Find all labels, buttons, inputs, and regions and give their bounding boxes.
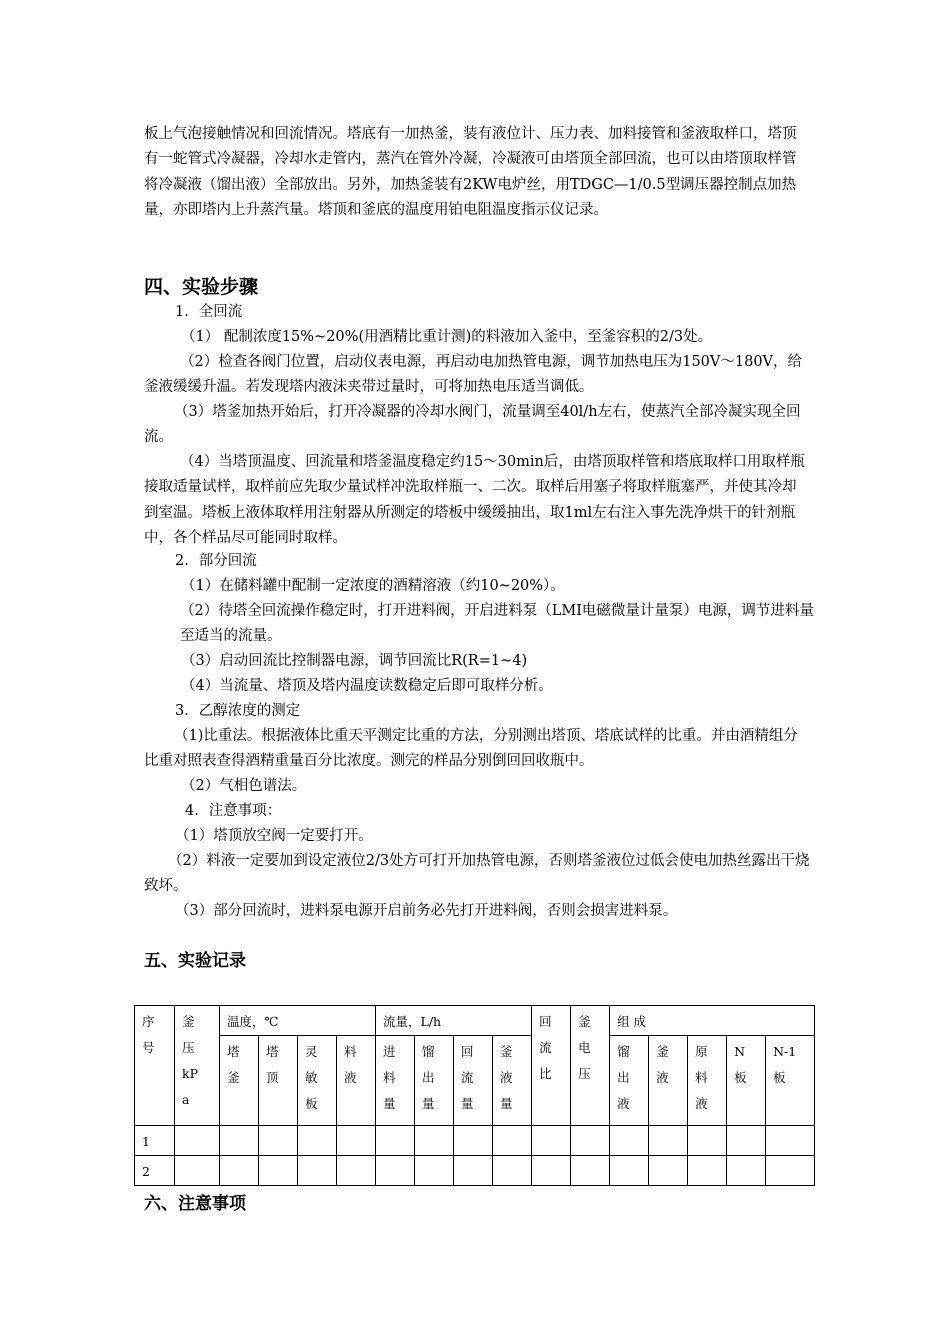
- intro-paragraph: 板上气泡接触情况和回流情况。塔底有一加热釜，装有液位计、压力表、加料接管和釜液取样口，塔顶有一蛇管式冷凝器，冷却水走管内，蒸汽在管外冷凝，冷凝液可由塔顶全部回流，也可以由塔顶取样管将冷凝液（馏出液）全部放出。另外，加热釜装有2KW电炉丝，用TDGC—1/0.5型调压器控制点加热量，亦即塔内上升蒸汽量。塔顶和釜底的温度用铂电阻温度指示仪记录。: [144, 126, 797, 219]
- subheader-cell: [727, 1036, 766, 1126]
- subheader-label: 塔顶: [266, 1044, 279, 1085]
- header-pressure: [175, 1006, 220, 1126]
- step4-item3: （3）部分回流时，进料泵电源开启前务必先打开进料阀，否则会损害进料泵。: [175, 903, 678, 919]
- subheader-cell: [649, 1036, 688, 1126]
- subheader-label: 釜液: [656, 1044, 669, 1085]
- header-reflux-ratio: [532, 1006, 571, 1126]
- subheader-cell: [298, 1036, 337, 1126]
- header-voltage: [571, 1006, 610, 1126]
- step2-item4: （4）当流量、塔顶及塔内温度读数稳定后即可取样分析。: [181, 678, 553, 694]
- subheader-cell: [688, 1036, 727, 1126]
- header-voltage-label: 釜电压: [578, 1014, 591, 1081]
- step2-title: 2．部分回流: [175, 553, 257, 569]
- step1-item2: （2）检查各阀门位置，启动仪表电源，再启动电加热管电源，调节加热电压为150V～180V，给釜液缓缓升温。若发现塔内液沫夹带过量时，可将加热电压适当调低。: [144, 354, 803, 396]
- header-composition: 组 成: [610, 1006, 815, 1036]
- step1-item4: （4）当塔顶温度、回流量和塔釜温度稳定约15～30min后，由塔顶取样管和塔底取样口用取样瓶接取适量试样，取样前应先取少量试样冲洗取样瓶一、二次。取样后用塞子将取样瓶塞严，并使其冷却到室温。塔板上液体取样用注射器从所测定的塔板中缓缓抽出，取1ml左右注入事先洗净烘干的针剂瓶中，各个样品尽可能同时取样。: [144, 454, 805, 547]
- header-pressure-label: 釜压kPa: [182, 1014, 198, 1107]
- table-header-row: [135, 1006, 815, 1036]
- step1-item1: （1） 配制浓度15%~20%(用酒精比重计测)的料液加入釜中，至釜容积的2/3处。: [181, 329, 713, 345]
- subheader-cell: [220, 1036, 259, 1126]
- subheader-cell: [376, 1036, 415, 1126]
- subheader-label: 原料液: [695, 1044, 708, 1111]
- subheader-cell: [259, 1036, 298, 1126]
- subheader-label: 灵敏板: [305, 1044, 318, 1111]
- step2-item2: （2）待塔全回流操作稳定时，打开进料阀，开启进料泵（LMI电磁微量计量泵）电源，调节进料量至适当的流量。: [180, 603, 814, 645]
- header-seq-label: 序号: [142, 1014, 155, 1055]
- header-reflux-label: 回流比: [539, 1014, 552, 1081]
- step4-title: 4．注意事项：: [185, 803, 282, 819]
- step3-item2: （2）气相色谱法。: [181, 778, 307, 794]
- subheader-label: 料液: [344, 1044, 357, 1085]
- step3-item1: （1)比重法。根据液体比重天平测定比重的方法，分别测出塔顶、塔底试样的比重。并由酒精组分比重对照表查得酒精重量百分比浓度。测完的样品分别倒回回收瓶中。: [144, 728, 798, 770]
- subheader-label: N板: [734, 1044, 747, 1085]
- section6-heading: 六、注意事项: [144, 1194, 246, 1214]
- step3-title: 3．乙醇浓度的测定: [175, 703, 301, 719]
- record-table: [134, 1005, 815, 1186]
- subheader-cell: [337, 1036, 376, 1126]
- section5-heading: 五、实验记录: [144, 951, 246, 971]
- header-seq: [135, 1006, 175, 1126]
- subheader-label: 回流量: [461, 1044, 474, 1111]
- subheader-cell: [415, 1036, 454, 1126]
- section4-heading: 四、实验步骤: [144, 276, 259, 298]
- step2-item3: （3）启动回流比控制器电源，调节回流比R(R=1~4): [181, 653, 528, 669]
- step4-item2: （2）料液一定要加到设定液位2/3处方可打开加热管电源，否则塔釜液位过低会使电加热丝露出干烧致坏。: [144, 853, 810, 895]
- subheader-cell: [766, 1036, 815, 1126]
- subheader-label: N-1板: [773, 1044, 797, 1085]
- subheader-cell: [493, 1036, 532, 1126]
- row-number: 1: [135, 1126, 175, 1156]
- subheader-label: 馏出液: [617, 1044, 630, 1111]
- step4-item1: （1）塔顶放空阀一定要打开。: [175, 828, 373, 844]
- subheader-cell: [610, 1036, 649, 1126]
- table-subheader-row: [135, 1036, 815, 1126]
- subheader-label: 釜液量: [500, 1044, 513, 1111]
- header-flow: 流量，L/h: [376, 1006, 532, 1036]
- step1-item3: （3）塔釜加热开始后，打开冷凝器的冷却水阀门，流量调至40l/h左右，使蒸汽全部冷凝实现全回流。: [144, 404, 801, 446]
- table-row: [135, 1156, 815, 1186]
- subheader-label: 馏出量: [422, 1044, 435, 1111]
- subheader-cell: [454, 1036, 493, 1126]
- subheader-label: 塔釜: [227, 1044, 240, 1085]
- table-row: [135, 1126, 815, 1156]
- subheader-label: 进料量: [383, 1044, 396, 1111]
- step2-item1: （1）在储料罐中配制一定浓度的酒精溶液（约10~20%）。: [181, 578, 565, 594]
- header-temperature: 温度，℃: [220, 1006, 376, 1036]
- step1-title: 1．全回流: [175, 304, 243, 320]
- row-number: 2: [135, 1156, 175, 1186]
